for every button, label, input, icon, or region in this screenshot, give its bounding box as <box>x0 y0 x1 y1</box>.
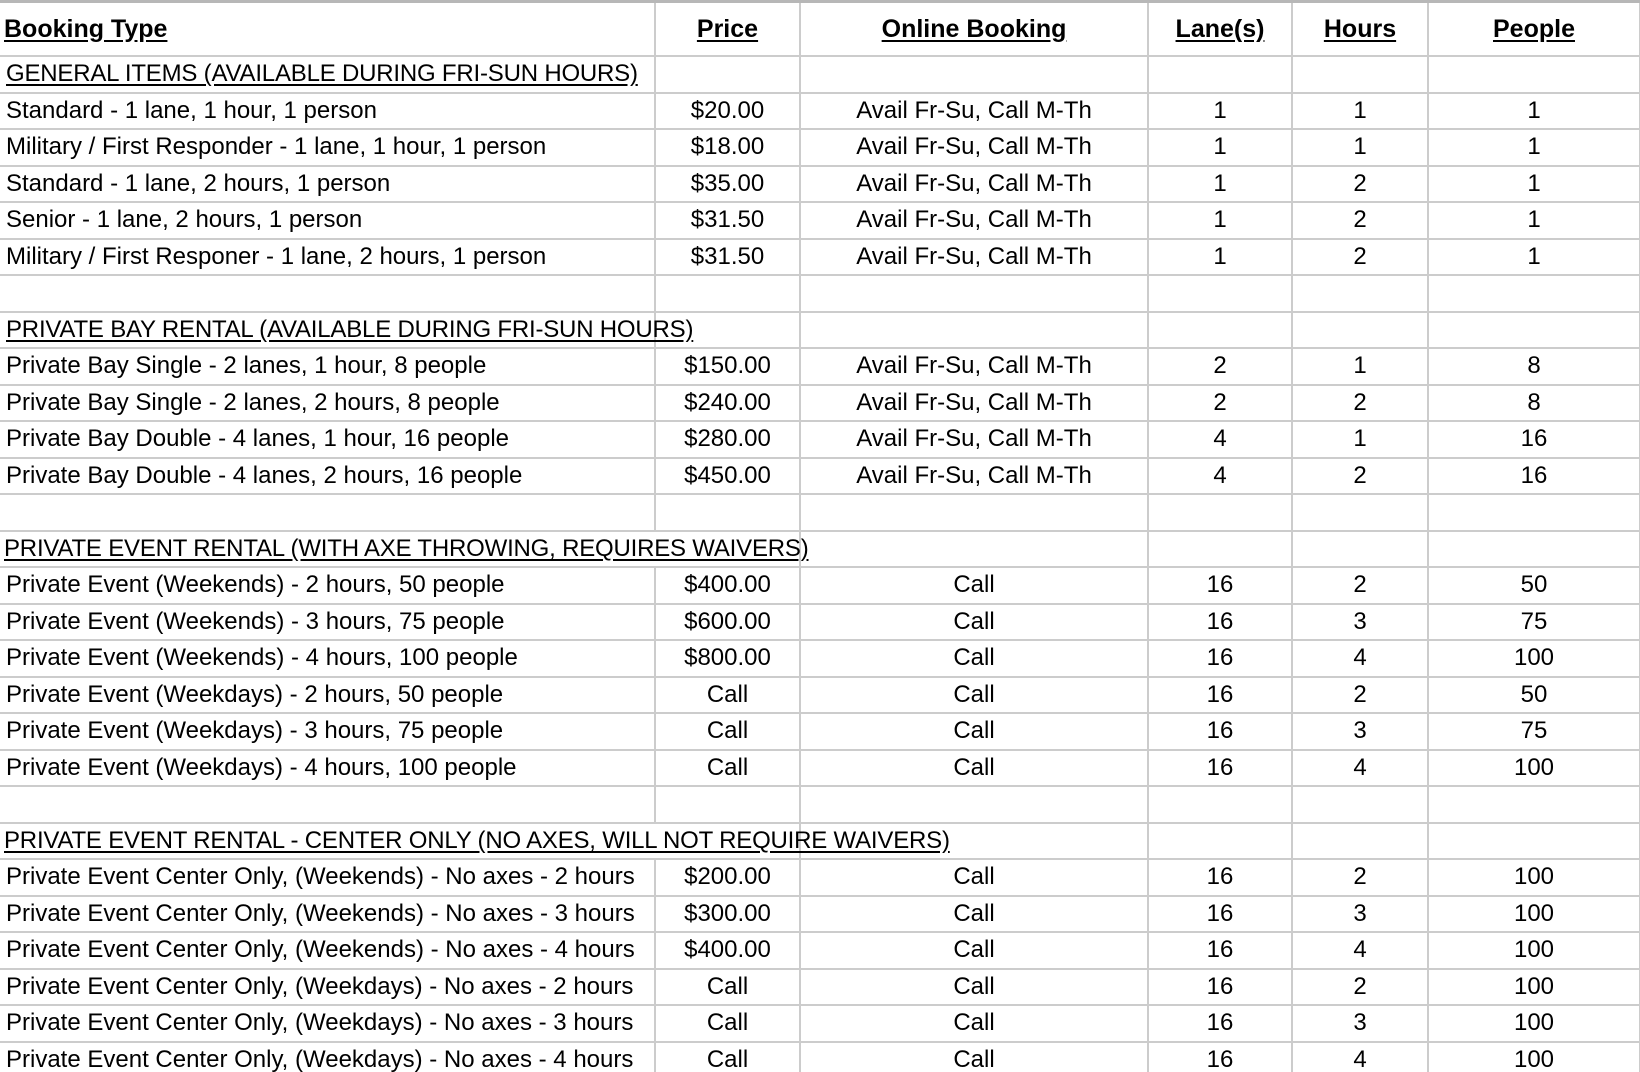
column-header-price[interactable]: Price <box>655 2 800 57</box>
cell-price: Call <box>655 969 800 1006</box>
cell-booking-type: Private Event (Weekends) - 2 hours, 50 people <box>0 567 655 604</box>
table-row <box>0 859 1640 896</box>
cell-lanes: 1 <box>1148 202 1292 239</box>
cell-price: $35.00 <box>655 166 800 203</box>
cell-price: $20.00 <box>655 93 800 130</box>
section-header-row <box>0 312 1640 349</box>
spacer-row <box>0 494 1640 531</box>
spacer-cell <box>1292 786 1428 823</box>
cell-booking-type: Private Bay Single - 2 lanes, 2 hours, 8 people <box>0 385 655 422</box>
cell-lanes: 4 <box>1148 421 1292 458</box>
cell-price: $200.00 <box>655 859 800 896</box>
cell-online-booking: Avail Fr-Su, Call M-Th <box>800 385 1148 422</box>
cell-online-booking: Avail Fr-Su, Call M-Th <box>800 202 1148 239</box>
section-header-row <box>0 56 1640 93</box>
cell-hours: 2 <box>1292 385 1428 422</box>
cell-hours: 2 <box>1292 239 1428 276</box>
table-row <box>0 166 1640 203</box>
cell-lanes: 16 <box>1148 677 1292 714</box>
cell-price: $800.00 <box>655 640 800 677</box>
cell-hours: 2 <box>1292 567 1428 604</box>
cell-online-booking: Call <box>800 969 1148 1006</box>
section-header-empty-cell-people <box>1428 56 1640 93</box>
cell-price: Call <box>655 677 800 714</box>
cell-online-booking: Call <box>800 604 1148 641</box>
section-header-empty-cell-lanes <box>1148 823 1292 860</box>
cell-booking-type: Private Event (Weekdays) - 4 hours, 100 people <box>0 750 655 787</box>
cell-lanes: 2 <box>1148 348 1292 385</box>
cell-people: 100 <box>1428 640 1640 677</box>
table-row <box>0 385 1640 422</box>
cell-people: 100 <box>1428 969 1640 1006</box>
cell-online-booking: Call <box>800 932 1148 969</box>
spacer-cell <box>1148 786 1292 823</box>
cell-hours: 2 <box>1292 166 1428 203</box>
cell-booking-type: Private Event Center Only, (Weekdays) - No axes - 4 hours <box>0 1042 655 1072</box>
cell-online-booking: Call <box>800 1005 1148 1042</box>
column-header-lanes[interactable]: Lane(s) <box>1148 2 1292 57</box>
cell-booking-type: Private Event (Weekdays) - 2 hours, 50 people <box>0 677 655 714</box>
cell-people: 100 <box>1428 750 1640 787</box>
cell-hours: 2 <box>1292 677 1428 714</box>
cell-hours: 3 <box>1292 604 1428 641</box>
cell-booking-type: Private Event Center Only, (Weekdays) - No axes - 2 hours <box>0 969 655 1006</box>
table-head <box>0 2 1640 57</box>
cell-price: $280.00 <box>655 421 800 458</box>
cell-online-booking: Avail Fr-Su, Call M-Th <box>800 239 1148 276</box>
cell-lanes: 16 <box>1148 932 1292 969</box>
section-header-empty-cell-people <box>1428 531 1640 568</box>
table-row <box>0 567 1640 604</box>
cell-lanes: 16 <box>1148 969 1292 1006</box>
cell-lanes: 4 <box>1148 458 1292 495</box>
cell-lanes: 16 <box>1148 750 1292 787</box>
cell-price: $150.00 <box>655 348 800 385</box>
table-header-row <box>0 2 1640 57</box>
section-header-empty-cell-lanes <box>1148 312 1292 349</box>
cell-booking-type: Private Bay Double - 4 lanes, 2 hours, 16 people <box>0 458 655 495</box>
cell-hours: 4 <box>1292 932 1428 969</box>
cell-people: 50 <box>1428 567 1640 604</box>
cell-hours: 3 <box>1292 896 1428 933</box>
spacer-cell <box>0 786 655 823</box>
cell-people: 16 <box>1428 421 1640 458</box>
cell-lanes: 16 <box>1148 859 1292 896</box>
section-header-empty-cell-lanes <box>1148 531 1292 568</box>
cell-online-booking: Call <box>800 677 1148 714</box>
table-row <box>0 969 1640 1006</box>
cell-booking-type: Private Bay Double - 4 lanes, 1 hour, 16 people <box>0 421 655 458</box>
cell-price: Call <box>655 750 800 787</box>
spacer-cell <box>800 494 1148 531</box>
section-header-text: PRIVATE BAY RENTAL (AVAILABLE DURING FRI-SUN HOURS) <box>6 315 694 343</box>
spacer-cell <box>1292 275 1428 312</box>
cell-hours: 4 <box>1292 1042 1428 1072</box>
section-header-row <box>0 823 1640 860</box>
cell-people: 1 <box>1428 166 1640 203</box>
cell-online-booking: Avail Fr-Su, Call M-Th <box>800 166 1148 203</box>
cell-lanes: 16 <box>1148 713 1292 750</box>
spacer-cell <box>1148 494 1292 531</box>
section-header-empty-cell-hours <box>1292 56 1428 93</box>
column-header-online-booking[interactable]: Online Booking <box>800 2 1148 57</box>
section-header-text: PRIVATE EVENT RENTAL (WITH AXE THROWING, REQUIRES WAIVERS) <box>4 534 809 562</box>
section-header-empty-cell-hours <box>1292 312 1428 349</box>
spacer-cell <box>800 786 1148 823</box>
cell-price: $400.00 <box>655 567 800 604</box>
table-row <box>0 932 1640 969</box>
cell-hours: 1 <box>1292 421 1428 458</box>
cell-lanes: 16 <box>1148 640 1292 677</box>
section-header-empty-cell-online-booking <box>800 531 1148 568</box>
cell-people: 100 <box>1428 932 1640 969</box>
section-header-title <box>0 823 950 860</box>
cell-online-booking: Call <box>800 640 1148 677</box>
cell-online-booking: Call <box>800 1042 1148 1072</box>
cell-price: $31.50 <box>655 202 800 239</box>
spacer-cell <box>1428 494 1640 531</box>
cell-price: $240.00 <box>655 385 800 422</box>
cell-price: $450.00 <box>655 458 800 495</box>
cell-people: 75 <box>1428 713 1640 750</box>
table-row <box>0 348 1640 385</box>
cell-lanes: 2 <box>1148 385 1292 422</box>
cell-booking-type: Private Event Center Only, (Weekdays) - No axes - 3 hours <box>0 1005 655 1042</box>
table-row <box>0 713 1640 750</box>
cell-hours: 2 <box>1292 969 1428 1006</box>
spacer-cell <box>655 275 800 312</box>
cell-hours: 2 <box>1292 859 1428 896</box>
table-row <box>0 239 1640 276</box>
spacer-cell <box>655 786 800 823</box>
cell-lanes: 16 <box>1148 896 1292 933</box>
spacer-cell <box>1148 275 1292 312</box>
cell-people: 100 <box>1428 1042 1640 1072</box>
table-row <box>0 604 1640 641</box>
cell-booking-type: Military / First Responer - 1 lane, 2 hours, 1 person <box>0 239 655 276</box>
table-row <box>0 1042 1640 1072</box>
spacer-cell <box>1428 275 1640 312</box>
cell-online-booking: Avail Fr-Su, Call M-Th <box>800 458 1148 495</box>
cell-people: 50 <box>1428 677 1640 714</box>
cell-lanes: 1 <box>1148 93 1292 130</box>
cell-price: Call <box>655 713 800 750</box>
table-row <box>0 93 1640 130</box>
cell-hours: 4 <box>1292 640 1428 677</box>
cell-lanes: 16 <box>1148 567 1292 604</box>
cell-lanes: 1 <box>1148 129 1292 166</box>
cell-booking-type: Standard - 1 lane, 2 hours, 1 person <box>0 166 655 203</box>
cell-booking-type: Standard - 1 lane, 1 hour, 1 person <box>0 93 655 130</box>
cell-people: 1 <box>1428 129 1640 166</box>
cell-price: Call <box>655 1005 800 1042</box>
cell-online-booking: Avail Fr-Su, Call M-Th <box>800 348 1148 385</box>
spacer-cell <box>1428 786 1640 823</box>
cell-price: $400.00 <box>655 932 800 969</box>
cell-booking-type: Senior - 1 lane, 2 hours, 1 person <box>0 202 655 239</box>
cell-booking-type: Private Event Center Only, (Weekends) - No axes - 2 hours <box>0 859 655 896</box>
section-header-empty-cell-price <box>655 56 800 93</box>
cell-booking-type: Private Event Center Only, (Weekends) - No axes - 4 hours <box>0 932 655 969</box>
cell-people: 100 <box>1428 1005 1640 1042</box>
cell-hours: 1 <box>1292 348 1428 385</box>
cell-online-booking: Avail Fr-Su, Call M-Th <box>800 421 1148 458</box>
cell-hours: 3 <box>1292 713 1428 750</box>
cell-people: 100 <box>1428 896 1640 933</box>
cell-price: $600.00 <box>655 604 800 641</box>
cell-booking-type: Private Event (Weekdays) - 3 hours, 75 people <box>0 713 655 750</box>
cell-hours: 4 <box>1292 750 1428 787</box>
table-row <box>0 677 1640 714</box>
cell-online-booking: Call <box>800 896 1148 933</box>
table-row <box>0 458 1640 495</box>
table-row <box>0 202 1640 239</box>
cell-hours: 1 <box>1292 93 1428 130</box>
table-row <box>0 750 1640 787</box>
cell-people: 1 <box>1428 93 1640 130</box>
section-header-title <box>0 56 655 93</box>
section-header-title <box>0 531 809 568</box>
spacer-row <box>0 275 1640 312</box>
section-header-title <box>0 312 694 349</box>
spacer-cell <box>1292 494 1428 531</box>
table-row <box>0 640 1640 677</box>
cell-lanes: 16 <box>1148 1005 1292 1042</box>
cell-online-booking: Call <box>800 859 1148 896</box>
cell-lanes: 1 <box>1148 239 1292 276</box>
cell-price: Call <box>655 1042 800 1072</box>
cell-online-booking: Call <box>800 567 1148 604</box>
cell-booking-type: Private Event (Weekends) - 3 hours, 75 people <box>0 604 655 641</box>
section-header-empty-cell-online-booking <box>800 312 1148 349</box>
section-header-empty-cell-people <box>1428 823 1640 860</box>
section-header-text: GENERAL ITEMS (AVAILABLE DURING FRI-SUN HOURS) <box>6 60 638 88</box>
cell-price: $31.50 <box>655 239 800 276</box>
cell-people: 100 <box>1428 859 1640 896</box>
cell-online-booking: Avail Fr-Su, Call M-Th <box>800 129 1148 166</box>
cell-people: 1 <box>1428 239 1640 276</box>
section-header-empty-cell-online-booking <box>800 56 1148 93</box>
spacer-cell <box>655 494 800 531</box>
cell-booking-type: Private Bay Single - 2 lanes, 1 hour, 8 people <box>0 348 655 385</box>
section-header-text: PRIVATE EVENT RENTAL - CENTER ONLY (NO AXES, WILL NOT REQUIRE WAIVERS) <box>4 826 950 854</box>
table-row <box>0 129 1640 166</box>
section-header-empty-cell-hours <box>1292 823 1428 860</box>
cell-hours: 2 <box>1292 202 1428 239</box>
spacer-cell <box>0 275 655 312</box>
cell-lanes: 1 <box>1148 166 1292 203</box>
cell-booking-type: Private Event Center Only, (Weekends) - No axes - 3 hours <box>0 896 655 933</box>
cell-booking-type: Private Event (Weekends) - 4 hours, 100 people <box>0 640 655 677</box>
cell-lanes: 16 <box>1148 604 1292 641</box>
spacer-cell <box>0 494 655 531</box>
table-row <box>0 1005 1640 1042</box>
cell-price: $300.00 <box>655 896 800 933</box>
cell-booking-type: Military / First Responder - 1 lane, 1 hour, 1 person <box>0 129 655 166</box>
cell-people: 1 <box>1428 202 1640 239</box>
table-row <box>0 421 1640 458</box>
section-header-row <box>0 531 1640 568</box>
cell-hours: 2 <box>1292 458 1428 495</box>
table-body <box>0 56 1640 1072</box>
column-header-hours[interactable]: Hours <box>1292 2 1428 57</box>
cell-people: 75 <box>1428 604 1640 641</box>
cell-online-booking: Avail Fr-Su, Call M-Th <box>800 93 1148 130</box>
cell-people: 16 <box>1428 458 1640 495</box>
cell-hours: 3 <box>1292 1005 1428 1042</box>
spacer-cell <box>800 275 1148 312</box>
cell-people: 8 <box>1428 348 1640 385</box>
section-header-empty-cell-lanes <box>1148 56 1292 93</box>
cell-price: $18.00 <box>655 129 800 166</box>
spacer-row <box>0 786 1640 823</box>
column-header-booking-type[interactable]: Booking Type <box>0 2 655 57</box>
cell-people: 8 <box>1428 385 1640 422</box>
section-header-empty-cell-hours <box>1292 531 1428 568</box>
section-header-empty-cell-people <box>1428 312 1640 349</box>
cell-lanes: 16 <box>1148 1042 1292 1072</box>
cell-hours: 1 <box>1292 129 1428 166</box>
cell-online-booking: Call <box>800 750 1148 787</box>
cell-online-booking: Call <box>800 713 1148 750</box>
table-row <box>0 896 1640 933</box>
column-header-people[interactable]: People <box>1428 2 1640 57</box>
